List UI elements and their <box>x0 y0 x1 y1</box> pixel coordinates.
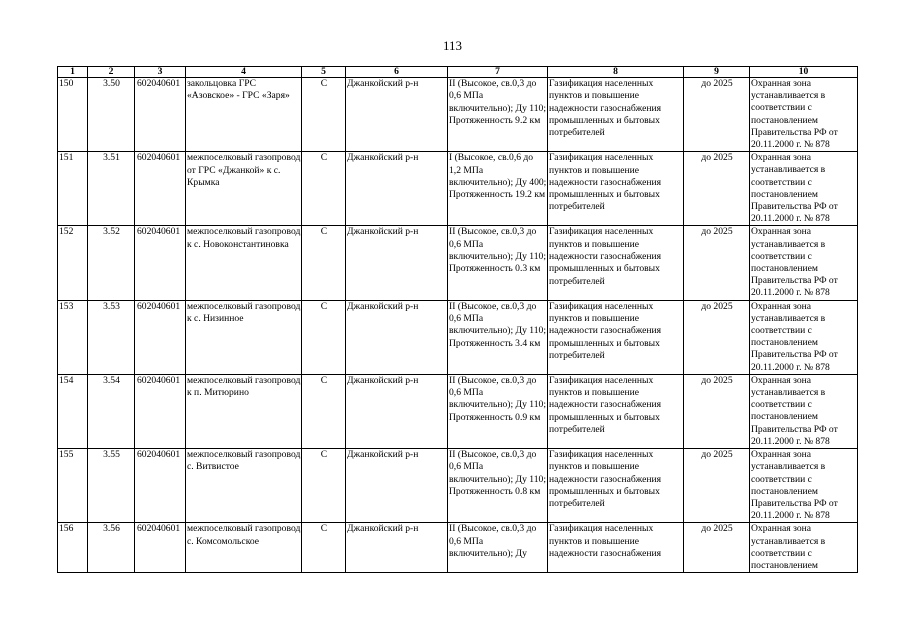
status-cell: С <box>302 78 346 152</box>
table-row <box>58 226 858 300</box>
item-number-cell: 3.55 <box>88 449 135 523</box>
purpose-cell: Газификация населенных пунктов и повышение надежности газоснабжения <box>548 523 684 573</box>
deadline-cell: до 2025 <box>684 78 750 152</box>
header-cell-10: 10 <box>750 67 858 78</box>
header-cell-8: 8 <box>548 67 684 78</box>
row-number-cell: 151 <box>58 152 88 226</box>
object-name-cell: межпоселковый газопровод к с. Низинное <box>186 300 302 374</box>
parameters-cell: II (Высокое, св.0,3 до 0,6 МПа включительно); Ду 110; Протяженность 0.3 км <box>448 226 548 300</box>
district-cell: Джанкойский р-н <box>346 449 448 523</box>
purpose-cell: Газификация населенных пунктов и повышение надежности газоснабжения промышленных и бытовых потребителей <box>548 300 684 374</box>
object-name-cell: межпоселковый газопровод с. Витвистое <box>186 449 302 523</box>
table-row <box>58 449 858 523</box>
item-number-cell: 3.54 <box>88 374 135 448</box>
header-cell-6: 6 <box>346 67 448 78</box>
table-row <box>58 374 858 448</box>
protection-zone-cell: Охранная зона устанавливается в соответствии с постановлением Правительства РФ от 20.11.2000 г. № 878 <box>750 300 858 374</box>
parameters-cell: II (Высокое, св.0,3 до 0,6 МПа включительно); Ду 110; Протяженность 9.2 км <box>448 78 548 152</box>
object-name-cell: межпоселковый газопровод к с. Новоконстантиновка <box>186 226 302 300</box>
protection-zone-cell: Охранная зона устанавливается в соответствии с постановлением Правительства РФ от 20.11.2000 г. № 878 <box>750 226 858 300</box>
table-row <box>58 300 858 374</box>
code-cell: 602040601 <box>135 300 186 374</box>
header-row <box>58 67 858 78</box>
purpose-cell: Газификация населенных пунктов и повышение надежности газоснабжения промышленных и бытовых потребителей <box>548 374 684 448</box>
district-cell: Джанкойский р-н <box>346 152 448 226</box>
item-number-cell: 3.56 <box>88 523 135 573</box>
district-cell: Джанкойский р-н <box>346 523 448 573</box>
object-name-cell: закольцовка ГРС «Азовское» - ГРС «Заря» <box>186 78 302 152</box>
code-cell: 602040601 <box>135 374 186 448</box>
table-body <box>58 78 858 573</box>
object-name-cell: межпоселковый газопровод с. Комсомольское <box>186 523 302 573</box>
header-cell-1: 1 <box>58 67 88 78</box>
object-name-cell: межпоселковый газопровод от ГРС «Джанкой» к с. Крымка <box>186 152 302 226</box>
status-cell: С <box>302 449 346 523</box>
status-cell: С <box>302 300 346 374</box>
table-header <box>58 67 858 78</box>
protection-zone-cell: Охранная зона устанавливается в соответствии с постановлением <box>750 523 858 573</box>
deadline-cell: до 2025 <box>684 523 750 573</box>
parameters-cell: I (Высокое, св.0,6 до 1,2 МПа включительно); Ду 400; Протяженность 19.2 км <box>448 152 548 226</box>
table-row <box>58 78 858 152</box>
row-number-cell: 154 <box>58 374 88 448</box>
row-number-cell: 152 <box>58 226 88 300</box>
purpose-cell: Газификация населенных пунктов и повышение надежности газоснабжения промышленных и бытовых потребителей <box>548 78 684 152</box>
parameters-cell: II (Высокое, св.0,3 до 0,6 МПа включительно); Ду 110; Протяженность 0.9 км <box>448 374 548 448</box>
code-cell: 602040601 <box>135 523 186 573</box>
deadline-cell: до 2025 <box>684 152 750 226</box>
protection-zone-cell: Охранная зона устанавливается в соответствии с постановлением Правительства РФ от 20.11.2000 г. № 878 <box>750 374 858 448</box>
purpose-cell: Газификация населенных пунктов и повышение надежности газоснабжения промышленных и бытовых потребителей <box>548 152 684 226</box>
district-cell: Джанкойский р-н <box>346 226 448 300</box>
deadline-cell: до 2025 <box>684 226 750 300</box>
status-cell: С <box>302 152 346 226</box>
district-cell: Джанкойский р-н <box>346 78 448 152</box>
item-number-cell: 3.52 <box>88 226 135 300</box>
header-cell-7: 7 <box>448 67 548 78</box>
header-cell-3: 3 <box>135 67 186 78</box>
header-cell-5: 5 <box>302 67 346 78</box>
protection-zone-cell: Охранная зона устанавливается в соответствии с постановлением Правительства РФ от 20.11.2000 г. № 878 <box>750 78 858 152</box>
row-number-cell: 153 <box>58 300 88 374</box>
code-cell: 602040601 <box>135 152 186 226</box>
row-number-cell: 155 <box>58 449 88 523</box>
header-cell-2: 2 <box>88 67 135 78</box>
object-name-cell: межпоселковый газопровод к п. Митюрино <box>186 374 302 448</box>
code-cell: 602040601 <box>135 226 186 300</box>
item-number-cell: 3.53 <box>88 300 135 374</box>
row-number-cell: 156 <box>58 523 88 573</box>
deadline-cell: до 2025 <box>684 449 750 523</box>
table-row <box>58 523 858 573</box>
deadline-cell: до 2025 <box>684 374 750 448</box>
code-cell: 602040601 <box>135 449 186 523</box>
district-cell: Джанкойский р-н <box>346 300 448 374</box>
purpose-cell: Газификация населенных пунктов и повышение надежности газоснабжения промышленных и бытовых потребителей <box>548 449 684 523</box>
status-cell: С <box>302 374 346 448</box>
header-cell-4: 4 <box>186 67 302 78</box>
item-number-cell: 3.50 <box>88 78 135 152</box>
header-cell-9: 9 <box>684 67 750 78</box>
row-number-cell: 150 <box>58 78 88 152</box>
status-cell: С <box>302 523 346 573</box>
district-cell: Джанкойский р-н <box>346 374 448 448</box>
protection-zone-cell: Охранная зона устанавливается в соответствии с постановлением Правительства РФ от 20.11.2000 г. № 878 <box>750 449 858 523</box>
parameters-cell: II (Высокое, св.0,3 до 0,6 МПа включительно); Ду 110; Протяженность 3.4 км <box>448 300 548 374</box>
status-cell: С <box>302 226 346 300</box>
page-number: 113 <box>442 38 463 53</box>
item-number-cell: 3.51 <box>88 152 135 226</box>
parameters-cell: II (Высокое, св.0,3 до 0,6 МПа включительно); Ду <box>448 523 548 573</box>
code-cell: 602040601 <box>135 78 186 152</box>
deadline-cell: до 2025 <box>684 300 750 374</box>
registry-table <box>57 66 858 573</box>
purpose-cell: Газификация населенных пунктов и повышение надежности газоснабжения промышленных и бытовых потребителей <box>548 226 684 300</box>
table-row <box>58 152 858 226</box>
protection-zone-cell: Охранная зона устанавливается в соответствии с постановлением Правительства РФ от 20.11.2000 г. № 878 <box>750 152 858 226</box>
parameters-cell: II (Высокое, св.0,3 до 0,6 МПа включительно); Ду 110; Протяженность 0.8 км <box>448 449 548 523</box>
